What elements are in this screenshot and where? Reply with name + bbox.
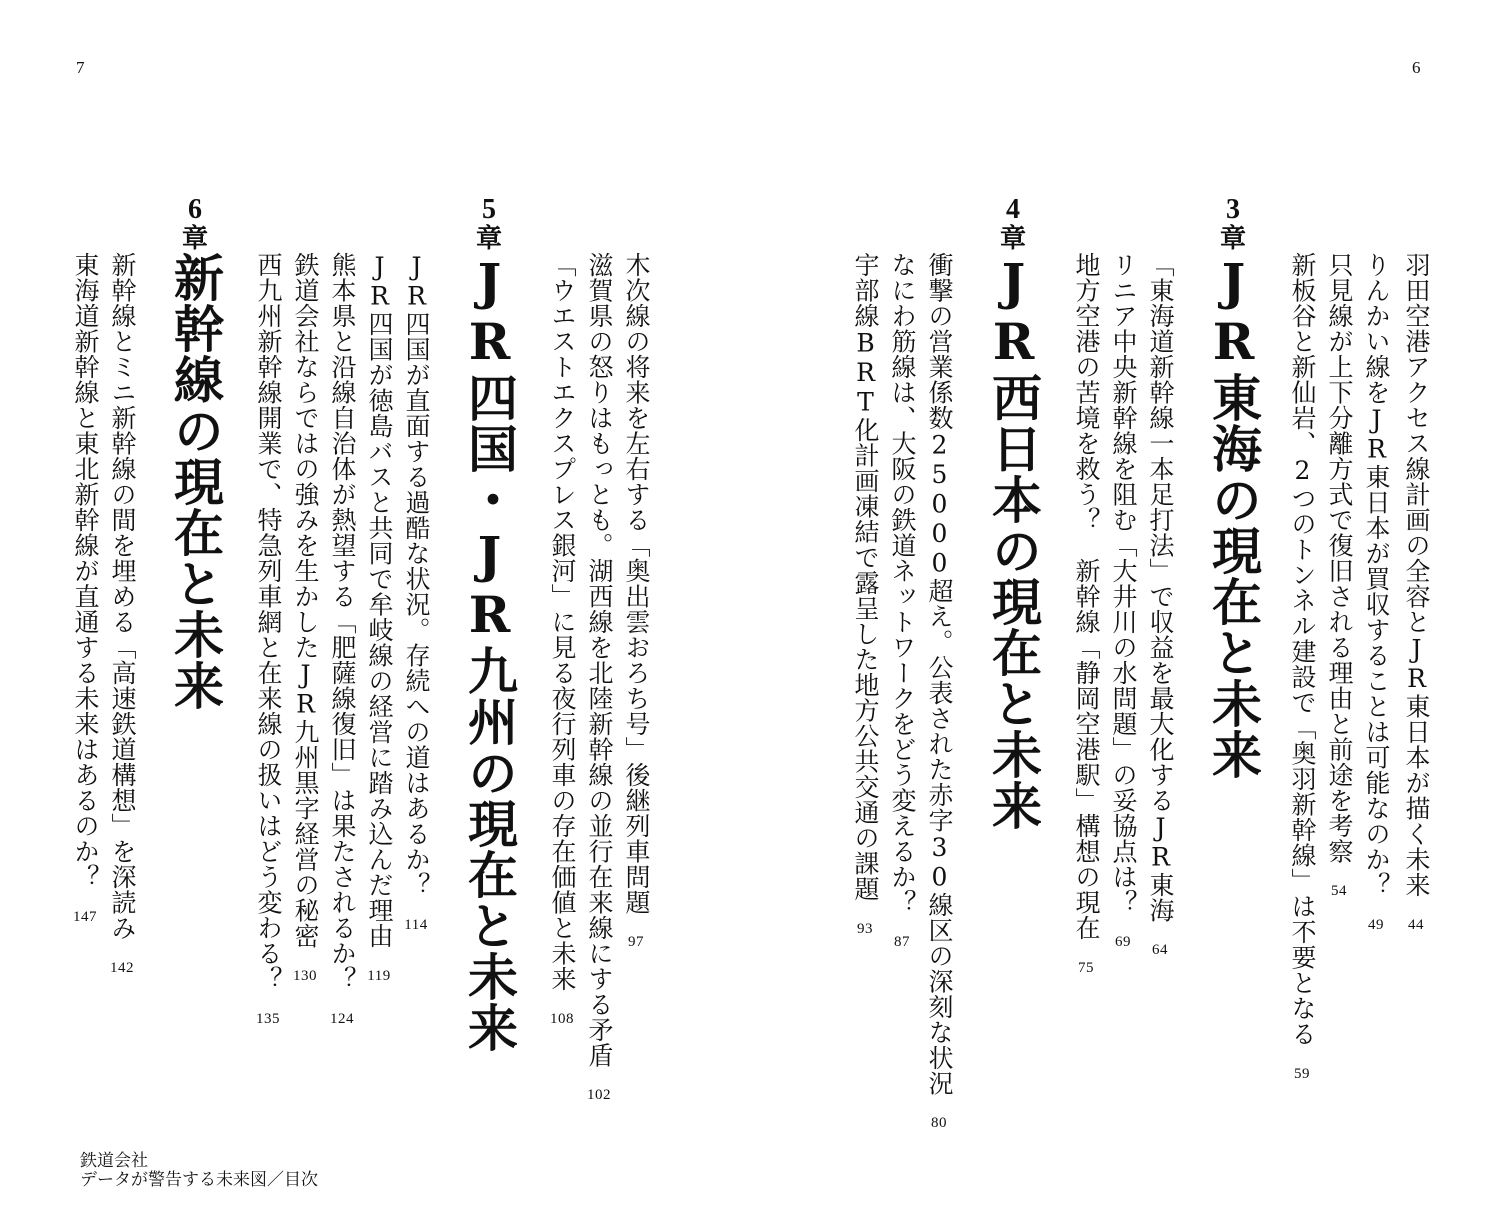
toc-entry-page: 59 xyxy=(1294,1065,1310,1082)
toc-entry-title: なにわ筋線は、大阪の鉄道ネットワークをどう変えるか？ xyxy=(888,252,917,915)
toc-entry-title: 西九州新幹線開業で、特急列車網と在来線の扱いはどう変わる？ xyxy=(254,252,283,992)
toc-entry xyxy=(847,252,883,972)
toc-entry-title: 「東海道新幹線一本足打法」で収益を最大化するJR東海 xyxy=(1146,252,1175,923)
toc-entry-page: 54 xyxy=(1331,883,1347,899)
toc-entry-page: 135 xyxy=(256,1010,280,1027)
toc-entry xyxy=(287,252,323,984)
toc-entry-page: 147 xyxy=(73,908,97,925)
chapter-title: JR西日本の現在と未来 xyxy=(984,252,1043,831)
toc-entry-title: 木次線の将来を左右する「奥出雲おろち号」後継列車問題 xyxy=(622,252,651,915)
toc-entry-title: 滋賀県の怒りはもっとも。湖西線を北陸新幹線の並行在来線にする矛盾 xyxy=(585,252,614,1068)
page-number-right: 6 xyxy=(1412,58,1421,77)
running-footer xyxy=(80,1152,318,1190)
toc-entry-title: 東海道新幹線と東北新幹線が直通する未来はあるのか？ xyxy=(71,252,100,890)
toc-entry-title: 新幹線とミニ新幹線の間を埋める「高速鉄道構想」を深読み xyxy=(108,252,137,941)
chapter-title: JR四国・JR九州の現在と未来 xyxy=(460,252,519,1053)
toc-entry-page: 87 xyxy=(894,934,910,950)
toc-entry-page: 93 xyxy=(857,920,873,937)
chapter-number-suffix: 章 xyxy=(1219,224,1246,254)
toc-entry-page: 108 xyxy=(550,1010,574,1027)
toc-entry xyxy=(398,252,434,972)
footer-book-title-line2: データが警告する未来図／目次 xyxy=(80,1170,318,1190)
toc-entry xyxy=(1358,252,1394,972)
chapter-number-suffix: 章 xyxy=(475,224,502,254)
chapter-number-digit: 6 xyxy=(188,194,202,225)
toc-entry-page: 102 xyxy=(587,1087,611,1103)
toc-entry-title: JR四国が直面する過酷な状況。存続への道はあるか？ xyxy=(402,252,431,898)
toc-entry-page: 142 xyxy=(110,959,134,976)
toc-entry-page: 130 xyxy=(293,967,317,984)
toc-entry xyxy=(884,252,920,972)
toc-entry-page: 75 xyxy=(1078,959,1094,976)
footer-book-title-line1: 鉄道会社 xyxy=(80,1151,148,1171)
toc-entry-title: 熊本県と沿線自治体が熱望する「肥薩線復旧」は果たされるか？ xyxy=(328,252,357,992)
chapter-number xyxy=(988,196,1038,252)
toc-entry xyxy=(544,252,580,1027)
chapter-number-digit: 4 xyxy=(1006,194,1020,225)
chapter-number-suffix: 章 xyxy=(181,224,208,254)
toc-entry-title: 只見線が上下分離方式で復旧される理由と前途を考察 xyxy=(1325,252,1354,864)
toc-entry-page: 124 xyxy=(330,1010,354,1027)
toc-entry-page: 119 xyxy=(367,967,391,984)
toc-entry-page: 49 xyxy=(1368,916,1384,933)
page-number-left: 7 xyxy=(76,58,85,77)
toc-entry xyxy=(1105,252,1141,972)
toc-entry xyxy=(1398,252,1434,972)
chapter-number-digit: 5 xyxy=(482,194,496,225)
toc-entry-title: 新板谷と新仙岩、2つのトンネル建設で「奥羽新幹線」は不要となる xyxy=(1288,252,1317,1047)
toc-entry-title: JR四国が徳島バスと共同で牟岐線の経営に踏み込んだ理由 xyxy=(365,252,394,949)
toc-entry-title: 宇部線BRT化計画凍結で露呈した地方公共交通の課題 xyxy=(851,252,880,902)
toc-entry-title: 「ウエストエクスプレス銀河」に見る夜行列車の存在価値と未来 xyxy=(548,252,577,992)
toc-entry-page: 97 xyxy=(628,934,644,950)
chapter-title: 新幹線の現在と未来 xyxy=(166,252,225,711)
chapter-number xyxy=(464,196,514,252)
toc-entry-title: リニア中央新幹線を阻む「大井川の水問題」の妥協点は？ xyxy=(1109,252,1138,915)
chapter-number-suffix: 章 xyxy=(999,224,1026,254)
toc-entry-page: 114 xyxy=(404,916,428,933)
toc-entry-title: りんかい線をJR東日本が買収することは可能なのか？ xyxy=(1362,252,1391,898)
toc-entry xyxy=(250,252,286,1027)
toc-entry-page: 44 xyxy=(1408,916,1424,933)
toc-entry xyxy=(921,252,957,1131)
chapter-title: JR東海の現在と未来 xyxy=(1204,252,1263,780)
toc-entry xyxy=(104,252,140,976)
toc-entry xyxy=(1321,252,1357,972)
toc-entry xyxy=(67,252,103,972)
toc-entry-title: 衝撃の営業係数25000超え。公表された赤字30線区の深刻な状況 xyxy=(925,252,954,1096)
toc-entry-title: 鉄道会社ならではの強みを生かしたJR九州黒字経営の秘密 xyxy=(291,252,320,949)
toc-entry-page: 69 xyxy=(1115,934,1131,950)
toc-entry-page: 64 xyxy=(1152,942,1168,958)
toc-entry xyxy=(1142,252,1178,972)
chapter-number-digit: 3 xyxy=(1226,194,1240,225)
chapter-number xyxy=(1208,196,1258,252)
toc-entry-page: 80 xyxy=(931,1115,947,1131)
toc-entry-title: 地方空港の苦境を救う？ 新幹線「静岡空港駅」構想の現在 xyxy=(1072,252,1101,941)
toc-entry xyxy=(618,252,654,972)
toc-entry-title: 羽田空港アクセス線計画の全容とJR東日本が描く未来 xyxy=(1402,252,1431,898)
toc-entry xyxy=(1284,252,1320,1082)
toc-entry xyxy=(581,252,617,1103)
chapter-number xyxy=(170,196,220,252)
toc-entry xyxy=(361,252,397,984)
toc-entry xyxy=(1068,252,1104,976)
toc-entry xyxy=(324,252,360,1027)
